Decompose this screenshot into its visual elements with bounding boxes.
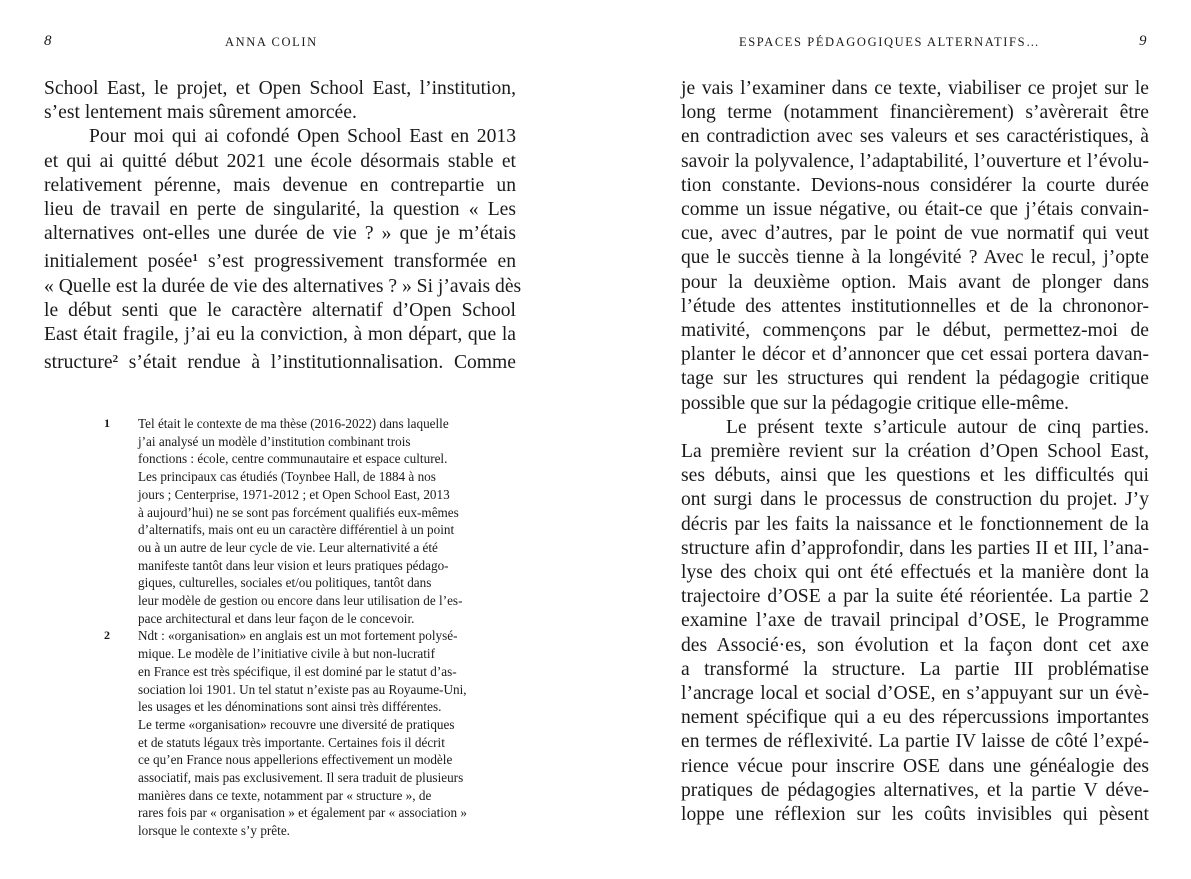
text-line: « Quelle est la durée de vie des alternatives ? » Si j’avais dès bbox=[44, 275, 522, 297]
text-fragment: structure bbox=[44, 352, 113, 374]
footnote-line: leur modèle de gestion ou encore dans leur utilisation de l’es- bbox=[138, 593, 463, 609]
text-line: comme un issue négative, ou était-ce que j’étais convain- bbox=[681, 199, 1149, 221]
text-line: lyse des choix qui ont été effectués et la manière dont la bbox=[681, 562, 1149, 584]
footnote-ref-1[interactable]: 1 bbox=[192, 252, 198, 265]
text-line: ont surgi dans le processus de construction du projet. J’y bbox=[681, 489, 1149, 511]
right-page bbox=[595, 0, 1191, 879]
text-line: pour la deuxième option. Mais avant de plonger dans bbox=[681, 271, 1149, 293]
footnote-line: rares fois par « organisation » et également par « association » bbox=[138, 805, 467, 821]
text-line: savoir la polyvalence, l’adaptabilité, l’ouverture et l’évolu- bbox=[681, 150, 1149, 172]
text-line: trajectoire d’OSE a par la suite été réorientée. La partie 2 bbox=[681, 586, 1149, 608]
running-head-title: ESPACES PÉDAGOGIQUES ALTERNATIFS… bbox=[739, 35, 1041, 49]
text-fragment: s’est progressivement transformée en bbox=[197, 251, 516, 273]
text-line: loppe une réflexion sur les coûts invisibles qui pèsent bbox=[681, 804, 1149, 826]
text-line: East était fragile, j’ai eu la conviction, à mon départ, que la bbox=[44, 324, 516, 346]
text-line: planter le décor et d’annoncer que cet essai portera davan- bbox=[681, 344, 1149, 366]
text-line: La première revient sur la création d’Open School East, bbox=[681, 441, 1149, 463]
text-line: l’ancrage local et social d’OSE, en s’appuyant sur un évè- bbox=[681, 683, 1149, 705]
text-line: School East, le projet, et Open School East, l’institution, bbox=[44, 78, 516, 99]
footnote-line: Ndt : «organisation» en anglais est un mot fortement polysé- bbox=[138, 628, 458, 644]
text-line: l’étude des attentes institutionnelles et de la chrononor- bbox=[681, 295, 1149, 317]
text-line: examine l’axe de travail principal d’OSE, le Programme bbox=[681, 610, 1149, 632]
footnote-line: jours ; Centerprise, 1971-2012 ; et Open School East, 2013 bbox=[138, 486, 450, 502]
text-line: nement spécifique qui a eu des répercussions importantes bbox=[681, 707, 1149, 729]
text-line: possible que sur la pédagogie critique elle-même. bbox=[681, 392, 1069, 414]
text-fragment: s’était rendue à l’institutionnalisation. Comme bbox=[118, 352, 516, 374]
page-number: 8 bbox=[44, 33, 52, 49]
footnote-number: 1 bbox=[104, 416, 110, 430]
text-line: relativement pérenne, mais devenue en contrepartie un bbox=[44, 174, 516, 196]
text-line: Pour moi qui ai cofondé Open School East en 2013 bbox=[89, 126, 516, 148]
left-page bbox=[0, 0, 595, 879]
footnote-line: Tel était le contexte de ma thèse (2016-2022) dans laquelle bbox=[138, 416, 449, 431]
text-line: le début senti que le caractère alternatif d’Open School bbox=[44, 299, 516, 321]
footnote-line: ou à un autre de leur cycle de vie. Leur alternativité a été bbox=[138, 539, 438, 555]
footnote-line: ce qu’en France nous appellerions effectivement un modèle bbox=[138, 752, 453, 768]
footnote-ref-2[interactable]: 2 bbox=[112, 353, 119, 366]
footnote-2 bbox=[104, 627, 504, 839]
footnote-1 bbox=[104, 415, 504, 627]
text-line: mativité, commençons par le début, permettez-moi de bbox=[681, 320, 1149, 342]
text-line: et qui ai quitté début 2021 une école désormais stable et bbox=[44, 150, 516, 172]
footnote-line: Les principaux cas étudiés (Toynbee Hall, de 1884 à nos bbox=[138, 469, 436, 485]
footnote-line: manières dans ce texte, notamment par « structure », de bbox=[138, 787, 432, 803]
footnote-line: Le terme «organisation» recouvre une diversité de pratiques bbox=[138, 716, 455, 732]
footnote-line: d’alternatifs, mais ont eu un caractère différentiel à un point bbox=[138, 522, 455, 538]
footnote-line: lorsque le contexte s’y prête. bbox=[138, 823, 290, 839]
text-fragment: initialement posée bbox=[44, 251, 193, 273]
text-line: tion constante. Devions-nous considérer la courte durée bbox=[681, 174, 1149, 196]
footnote-line: manifeste tantôt dans leur vision et leurs pratiques pédago- bbox=[138, 557, 449, 573]
text-line: rience vécue pour inscrire OSE dans une généalogie des bbox=[681, 755, 1149, 777]
footnote-line: pace architectural et dans leur façon de le concevoir. bbox=[138, 610, 415, 626]
footnote-line: giques, culturelles, sociales et/ou politiques, tantôt dans bbox=[138, 575, 432, 591]
footnote-line: sociation loi 1901. Un tel statut n’existe pas au Royaume-Uni, bbox=[138, 681, 467, 697]
text-line: pratiques de pédagogies alternatives, et la partie V déve- bbox=[681, 779, 1149, 801]
footnote-number: 2 bbox=[104, 628, 110, 643]
body-text bbox=[44, 77, 522, 375]
footnote-line: associatif, mais pas exclusivement. Il sera traduit de plusieurs bbox=[138, 770, 464, 786]
text-line: long terme (notamment financièrement) s’avèrerait être bbox=[681, 102, 1149, 124]
body-text bbox=[681, 77, 1149, 827]
text-line: a transformé la structure. La partie III problématise bbox=[681, 658, 1149, 680]
text-line: tage sur les structures qui rendent la pédagogie critique bbox=[681, 368, 1149, 390]
footnote-line: fonctions : école, centre communautaire et espace culturel. bbox=[138, 451, 448, 467]
text-line: Le présent texte s’articule autour de cinq parties. bbox=[726, 416, 1149, 438]
page-number: 9 bbox=[1139, 33, 1147, 49]
text-line: structure afin d’approfondir, dans les parties II et III, l’ana- bbox=[681, 537, 1149, 559]
text-line bbox=[44, 246, 516, 274]
text-line: décris par les faits la naissance et le fonctionnement de la bbox=[681, 513, 1149, 535]
text-line: lieu de travail en perte de singularité, la question « Les bbox=[44, 199, 516, 221]
footnote-line: à aujourd’hui) ne se sont pas forcément qualifiés eux-mêmes bbox=[138, 504, 459, 520]
text-line: s’est lentement mais sûrement amorcée. bbox=[44, 102, 357, 124]
text-line: alternatives ont-elles une durée de vie ? » que je m’étais bbox=[44, 223, 516, 245]
text-line: en termes de réflexivité. La partie IV laisse de côté l’expé- bbox=[681, 731, 1149, 753]
text-line bbox=[44, 347, 516, 375]
text-line: ses débuts, ainsi que les questions et les difficultés qui bbox=[681, 465, 1149, 487]
running-head-author: ANNA COLIN bbox=[225, 35, 318, 49]
footnote-line: et de statuts légaux très importante. Certaines fois il décrit bbox=[138, 734, 445, 750]
text-line: en contradiction avec ses valeurs et ses caractéristiques, à bbox=[681, 126, 1149, 148]
footnote-line: j’ai analysé un modèle d’institution combinant trois bbox=[138, 433, 411, 449]
footnotes bbox=[104, 415, 504, 840]
footnote-line: les usages et les dénominations sont ainsi très différentes. bbox=[138, 699, 442, 715]
footnote-line: en France est très spécifique, il est dominé par le statut d’as- bbox=[138, 663, 457, 679]
footnote-line: mique. Le modèle de l’initiative civile à but non-lucratif bbox=[138, 646, 435, 662]
text-line: cue, avec d’autres, par le point de vue normatif qui veut bbox=[681, 223, 1149, 245]
text-line: des Associé·es, son évolution et la façon dont cet axe bbox=[681, 634, 1149, 656]
text-line: que le succès tienne à la longévité ? Avec le recul, j’opte bbox=[681, 247, 1149, 269]
text-line: je vais l’examiner dans ce texte, viabiliser ce projet sur le bbox=[681, 78, 1149, 99]
